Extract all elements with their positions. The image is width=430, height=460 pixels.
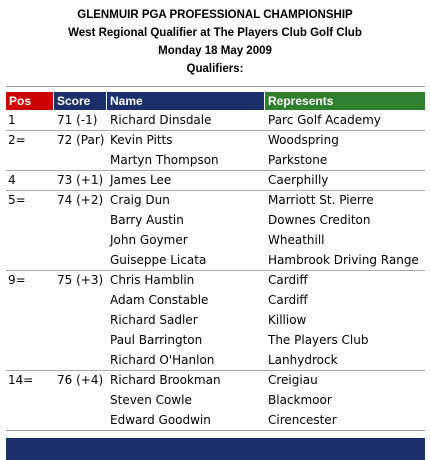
- qualifiers-label: Qualifiers:: [186, 63, 244, 75]
- row-pos: [6, 210, 54, 230]
- row-pos: 2=: [8, 133, 26, 147]
- table-row: [6, 330, 425, 350]
- row-pos: [6, 350, 54, 370]
- row-pos: [6, 230, 54, 250]
- column-header-represents: Represents: [265, 92, 425, 110]
- row-name: James Lee: [110, 173, 172, 187]
- row-score: [54, 350, 107, 370]
- table-row: [6, 270, 425, 290]
- row-pos: [6, 410, 54, 430]
- row-name: Steven Cowle: [110, 393, 192, 407]
- row-represents: Parc Golf Academy: [268, 113, 381, 127]
- row-represents: Hambrook Driving Range: [268, 253, 419, 267]
- row-represents: Blackmoor: [268, 393, 332, 407]
- row-pos: [6, 310, 54, 330]
- row-score: [54, 150, 107, 170]
- header-divider: [6, 86, 425, 87]
- row-name: Adam Constable: [110, 293, 209, 307]
- row-pos: 9=: [8, 273, 26, 287]
- table-body: [6, 110, 425, 430]
- row-score: 76 (+4): [57, 373, 104, 387]
- row-name: John Goymer: [110, 233, 188, 247]
- footer-bar: [6, 438, 425, 460]
- row-represents: Cardiff: [268, 293, 308, 307]
- table-row: [6, 170, 425, 190]
- table-row: [6, 210, 425, 230]
- table-row: [6, 110, 425, 130]
- row-name: Paul Barrington: [110, 333, 203, 347]
- event-date: Monday 18 May 2009: [158, 45, 272, 57]
- qualifiers-table: [6, 92, 425, 430]
- row-name: Richard Brookman: [110, 373, 221, 387]
- table-row: [6, 290, 425, 310]
- table-row: [6, 350, 425, 370]
- row-represents: Killiow: [268, 313, 307, 327]
- row-represents: Caerphilly: [268, 173, 329, 187]
- table-row: [6, 130, 425, 150]
- row-name: Chris Hamblin: [110, 273, 195, 287]
- row-pos: [6, 250, 54, 270]
- row-represents: Woodspring: [268, 133, 339, 147]
- table-row: [6, 310, 425, 330]
- row-score: 75 (+3): [57, 273, 104, 287]
- row-name: Craig Dun: [110, 193, 170, 207]
- row-pos: 5=: [8, 193, 26, 207]
- row-name: Richard Dinsdale: [110, 113, 212, 127]
- row-pos: 4: [8, 173, 16, 187]
- table-row: [6, 250, 425, 270]
- row-name: Edward Goodwin: [110, 413, 211, 427]
- row-represents: Wheathill: [268, 233, 325, 247]
- row-score: 72 (Par): [57, 133, 105, 147]
- row-represents: The Players Club: [268, 333, 369, 347]
- row-name: Richard Sadler: [110, 313, 198, 327]
- row-name: Richard O'Hanlon: [110, 353, 215, 367]
- row-pos: [6, 150, 54, 170]
- row-name: Barry Austin: [110, 213, 184, 227]
- table-row: [6, 230, 425, 250]
- row-score: [54, 230, 107, 250]
- championship-title: GLENMUIR PGA PROFESSIONAL CHAMPIONSHIP: [77, 9, 353, 21]
- row-name: Kevin Pitts: [110, 133, 173, 147]
- row-score: [54, 330, 107, 350]
- footer-divider: [6, 430, 425, 431]
- row-score: [54, 410, 107, 430]
- row-represents: Cirencester: [268, 413, 337, 427]
- row-represents: Creigiau: [268, 373, 318, 387]
- row-score: [54, 310, 107, 330]
- row-represents: Cardiff: [268, 273, 308, 287]
- column-header-pos: Pos: [6, 92, 54, 110]
- row-score: [54, 390, 107, 410]
- table-row: [6, 370, 425, 390]
- row-name: Guiseppe Licata: [110, 253, 207, 267]
- row-represents: Downes Crediton: [268, 213, 371, 227]
- row-score: 73 (+1): [57, 173, 104, 187]
- row-name: Martyn Thompson: [110, 153, 219, 167]
- document-header: [0, 6, 430, 78]
- row-pos: [6, 330, 54, 350]
- column-header-name: Name: [107, 92, 265, 110]
- row-score: [54, 250, 107, 270]
- table-row: [6, 190, 425, 210]
- row-pos: [6, 390, 54, 410]
- row-score: 74 (+2): [57, 193, 104, 207]
- row-score: [54, 290, 107, 310]
- row-score: 71 (-1): [57, 113, 98, 127]
- row-represents: Parkstone: [268, 153, 328, 167]
- table-row: [6, 150, 425, 170]
- table-row: [6, 390, 425, 410]
- row-represents: Marriott St. Pierre: [268, 193, 374, 207]
- row-pos: 1: [8, 113, 16, 127]
- row-represents: Lanhydrock: [268, 353, 338, 367]
- row-pos: 14=: [8, 373, 34, 387]
- qualifier-subtitle: West Regional Qualifier at The Players Club Golf Club: [68, 27, 362, 39]
- row-score: [54, 210, 107, 230]
- table-header-row: [6, 92, 425, 110]
- column-header-score: Score: [54, 92, 107, 110]
- table-row: [6, 410, 425, 430]
- row-pos: [6, 290, 54, 310]
